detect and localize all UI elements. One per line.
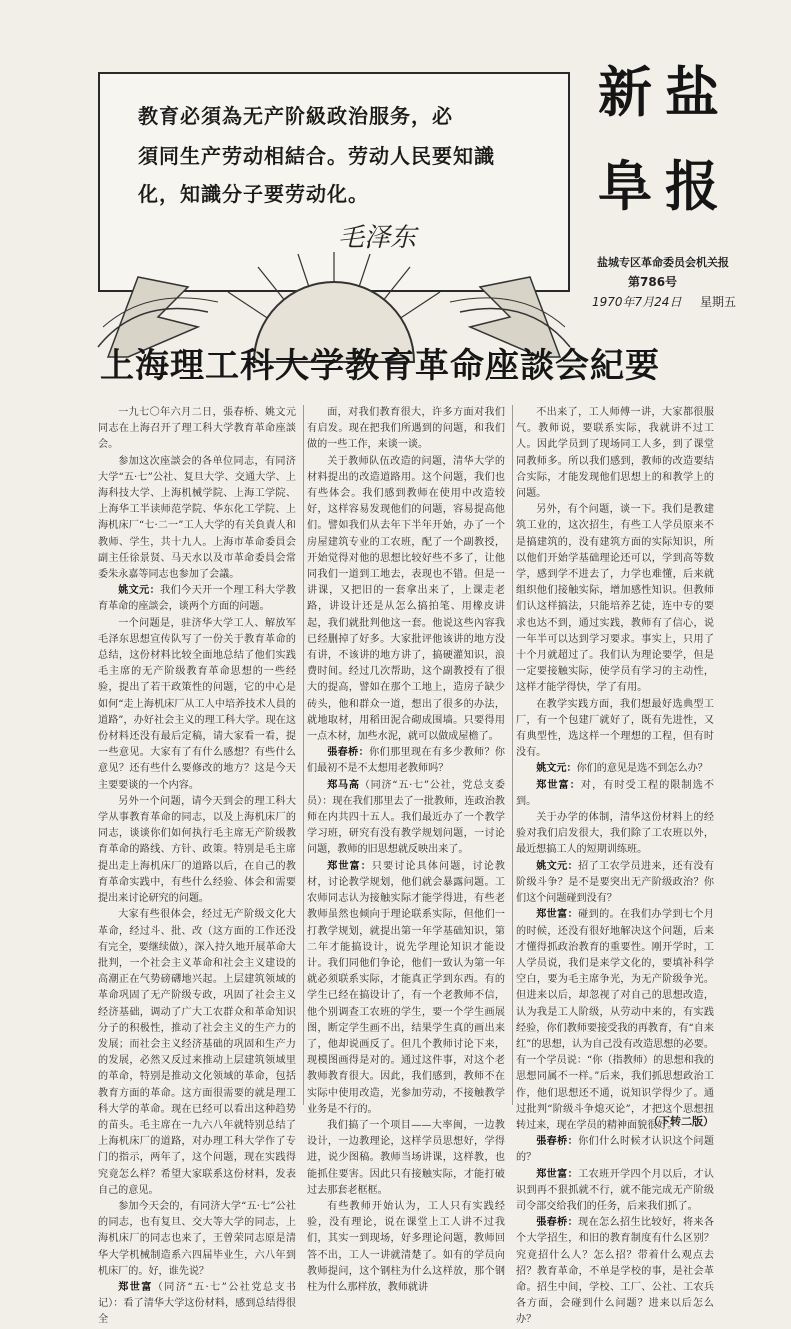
paragraph	[307, 859, 505, 1118]
speaker-name: 張春桥：	[536, 1136, 579, 1148]
paragraph-text: 碰到的。在我们办学到七个月的时候，还没有很好地解决这个问题，后来才懂得抓政治教育的重要性。刚开学时，工人学员说，我们是来学文化的，要填补科学空白，要为毛主席争光，为无产阶级争光。但进来以后，却忽视了对自己的思想改造，认为我是工人阶级，从劳动中来的，有实践经验，你们教师要接受我的再教育，有“自来红”的思想，认为自己没有改造思想的必要。有一个学员说：“你（指教师）的思想和我的思想同属不一样。”后来，我们抓思想政治工作，他们思想还不通，说知识学得少了。通过批判“阶级斗争熄灭论”，才把这个思想扭转过来，现在学员的精神面貌很好。	[516, 909, 715, 1131]
paragraph	[516, 1167, 714, 1216]
speaker-name: 姚文元：	[118, 585, 161, 597]
column-divider	[512, 405, 513, 1105]
paragraph	[98, 794, 296, 907]
paragraph	[307, 1118, 505, 1199]
masthead-title-char: 盐	[665, 61, 719, 124]
paragraph-text: 我们搞了一个项目——大率闽，一边教设计，一边教理论，这样学员思想好，学得进，说少图稿。教师当场讲课，这样教，也能抓住要害。因此只有接触实际，才能打破过去那套老框框。	[307, 1119, 505, 1196]
speaker-name: 張春桥：	[536, 1217, 579, 1229]
paragraph	[98, 1280, 296, 1329]
paragraph-text: 你们的意见是选不到怎么办？	[576, 763, 708, 775]
article-column-3	[516, 405, 715, 1326]
paragraph	[98, 583, 296, 615]
paragraph	[516, 761, 714, 777]
paragraph-text: 在教学实践方面，我们想最好选典型工厂，有一个包建厂就好了，既有先进性，又有典型性，选这样一个理想的工程，但有时没有。	[516, 698, 714, 759]
article-column-2	[307, 405, 506, 1293]
paragraph-text: 现在怎么招生比较好，将来各个大学招生，和旧的教育制度有什么区别？究竟招什么人？怎么招？带着什么观点去招？教育革命，不单是学校的事，是社会革命。招生中间，学校、工厂、公社、工农兵各方面，会碰到什么问题？进来以后怎么办？	[516, 1217, 715, 1326]
paragraph-text: 有些教师开始认为，工人只有实践经验，没有理论，说在课堂上工人讲不过我们，其实一到现场，好多理论问题，教师回答不出，工人一讲就清楚了。如有的学员向教师提问，这个钢柱为什么这样放，那个钢柱为什么那样放，教师就讲	[307, 1200, 505, 1293]
paragraph	[307, 745, 505, 777]
issue-number: 第786号	[628, 275, 678, 289]
paragraph	[516, 859, 714, 908]
paragraph	[516, 907, 714, 1134]
signature: 毛泽东	[338, 223, 417, 253]
quote-line-2: 須同生产劳动相結合。劳动人民要知識	[138, 144, 495, 168]
continued-notice: （下转二版）	[648, 1115, 714, 1128]
masthead-title-char: 新	[598, 61, 652, 124]
masthead-title-char: 报	[665, 155, 719, 218]
paragraph	[516, 810, 714, 859]
paragraph-text: 招了工农学员进来，还有没有阶级斗争？是不是要突出无产阶级政治？你们这个问题碰到没有？	[516, 860, 715, 905]
speaker-name: 姚文元：	[536, 860, 579, 872]
paragraph-text: （同济“五·七”公社党总支书记）：看了清华大学这份材料，感到总结得很全	[98, 1281, 297, 1326]
column-divider	[303, 405, 304, 1105]
masthead-title-char: 阜	[598, 155, 652, 218]
paragraph-text: 你们什么时候才认识这个问题的？	[516, 1136, 715, 1164]
paragraph-text: 对，有时受工程的限制选不到。	[516, 779, 715, 807]
speaker-name: 郑马高	[327, 779, 360, 791]
paragraph-text: 另外一个问题，请今天到会的理工科大学从事教育革命的同志，以及上海机床厂的同志，谈谈你们如何执行毛主席无产阶级教育革命的路线、方针、政策。特別是毛主席提出走上海机床厂的道路以后，在自己的教育革命实践中，有些什么经验、体会和需要提出来讨论研究的问题。	[98, 795, 296, 905]
paragraph	[516, 1134, 714, 1166]
paragraph	[307, 454, 505, 746]
paragraph-text: 另外，有个问题，谈一下。我们是教建筑工业的，这次招生，有些工人学员原来不是搞建筑的，没有建筑方面的实际知识，所以他们开始学基础理论还可以，学到高等数学，感到学不进去了，力学也难懂，后来就组织他们接触实际，增加感性知识。但教师们认这样搞法，只能培养艺徒，连中专的要求也达不到，通过实践，教师有了信心，说一年半可以达到学习要求。事实上，只用了十个月就超过了。我们认为理论要学，但是一定要接触实际，使学员有学习的主动性，这样才能学得快，学了有用。	[516, 504, 714, 694]
paragraph	[516, 1215, 714, 1328]
paragraph	[516, 778, 714, 810]
speaker-name: 郑世富：	[536, 779, 581, 791]
paragraph-text: 工农班开学四个月以后，才认识到再不狠抓就不行，就不能完成无产阶级司令部交给我们的任务，后来我们抓了。	[516, 1168, 715, 1212]
paragraph-text: 面，对我们教育很大，许多方面对我们有启发。现在把我们所遇到的问题，和我们做的一些工作，来谈一谈。	[307, 407, 505, 451]
paragraph-text: 我们今天开一个理工科大学教育革命的座談会，谈两个方面的问题。	[98, 585, 297, 613]
paragraph-text: 参加今天会的，有同济大学“五·七”公社的同志，也有复旦、交大等大学的同志，上海机床厂的同志也来了，王曾荣同志原是清华大学机械制造系六四届毕业生，六八年到机床厂的。好，谁先说？	[98, 1200, 296, 1277]
paragraph	[307, 405, 505, 454]
paragraph	[516, 502, 714, 696]
paragraph	[307, 1199, 505, 1296]
issue-date: 1970年7月24日	[592, 295, 682, 309]
paragraph	[98, 1199, 296, 1280]
speaker-name: 郑世富：	[536, 1168, 579, 1180]
paragraph-text: （同济“五·七”公社，党总支委员）：现在我们那里去了一批教师，连政治教师在内共四十五人。我们最近办了一个教学学习班，研究有没有教学规划问题，一讨论问题，教师的旧思想就反映出来了。	[307, 779, 506, 856]
quote-line-3: 化，知識分子要劳动化。	[138, 182, 369, 206]
paragraph-text: 大家有些很体会，经过无产阶级文化大革命，经过斗、批、改（这方面的工作还没有完全，要继续做），深入持久地开展革命大批判，一个社会主义革命和社会主义建设的高潮正在气势磅礴地兴起。上层建筑领域的革命巩固了无产阶级专政，巩固了社会主义经济基础，调动了广大工农群众和革命知识分子的积极性，推动了社会主义的生产力的发展；而社会主义经济基础的巩固和生产力的发展，必然又反过来推动上层建筑领域里的革命，特别是推动文化领域的革命，包括教育方面的革命。这方面很需要的就是理工科大学的革命。现在已经可以看出这种趋势的苗头。毛主席在一九六八年就特别总结了上海机床厂的道路，对办理工科大学作了专门的指示，两年了，这个问题，现在实践得究竟怎么样？希望大家联系这份材料，发表自己的意见。	[98, 909, 296, 1196]
paragraph	[307, 778, 505, 859]
speaker-name: 郑世富：	[536, 909, 579, 921]
paragraph	[516, 405, 714, 502]
paragraph-text: 不出来了，工人师傅一讲，大家都很服气。教师说，要联系实际，我就讲不过工人。因此学员到了现场同工人多，到了课堂同教师多。所以我们感到，教师的改造要结合实际，才能发现他们思想上的和教学上的问题。	[516, 407, 714, 500]
paragraph-text: 一个问题是，驻济华大学工人、解放军毛泽东思想宣传队写了一份关于教育革命的总结，这份材料比较全面地总结了他们实践毛主席的无产阶级教育革命思想的一些经验，提出了若干政策性的问题，它的中心是如何“走上海机床厂从工人中培养技术人員的道路”，办好社会主义的理工科大学。现在这份材料还没有最后定稿，请大家看一看，提一些意见。大家有了有什么感想？有些什么意见？还有些什么要修改的地方？这是今天主要要谈的一个内容。	[98, 617, 296, 791]
article-column-1	[98, 405, 297, 1326]
paragraph	[516, 697, 714, 762]
quote-line-1: 教育必須為无产阶級政治服务，必	[138, 104, 453, 128]
speaker-name: 張春桥：	[327, 747, 370, 759]
weekday: 星期五	[700, 295, 737, 309]
headline: 上海理工科大学教育革命座談会紀要	[100, 346, 660, 386]
paragraph	[98, 907, 296, 1199]
publisher: 盐城专区革命委员会机关报	[597, 256, 729, 269]
speaker-name: 姚文元：	[536, 763, 577, 775]
speaker-name: 郑世富：	[327, 860, 372, 872]
speaker-name: 郑世富	[118, 1281, 153, 1293]
paragraph	[98, 616, 296, 794]
quote-box	[98, 72, 570, 362]
paragraph-text: 关于教师队伍改造的问题，清华大学的材料提出的改造道路用。这个问题，我们也有些体会。我们感到教师在使用中改造较好，这样容易发现他们的问题，容易提高他们。譬如我们从去年下半年开始，办了一个房屋建筑专业的工农班，配了一个副教授，开始觉得对他的思想比较好些不多了，让他同我们一道到工地去，表现也不错。但是一讲课，又把旧的一套拿出来了，上课走老路，讲设计还是从怎么搞拍笔、用橡皮讲起，我们就批判他这一套。他说这些內容我已经删掉了好多。大家批评他该讲的地方没有讲，不该讲的地方讲了，搞硬灌知识，浪费时间。经过几次帮助，这个副教授有了很大的提高，譬如在那个工地上，造房子缺少砖头，他和群众一道，想出了很多的办法，就地取材，用稻田泥合砌成围墙。只要得用一点木材，加些水泥，就可以做成屋檐了。	[307, 455, 505, 743]
paragraph-text: 关于办学的体制，清华这份材料上的经验对我们启发很大，我们除了工农班以外，最近想搞工人的短期训练班。	[516, 812, 714, 856]
paragraph	[98, 454, 296, 584]
paragraph	[98, 405, 296, 454]
paragraph-text: 参加这次座談会的各单位同志，有同济大学“五·七”公社、复旦大学、交通大学、上海科技大学、上海机械学院、上海工学院、上海华工半读师范学院、华东化工学院、上海机床厂“七·二一”工人大学的有关負責人和教师、学生，共十九人。上海市革命委員会副主任徐景贤、马天水以及市革命委員会常委朱永嘉等同志也参加了会議。	[98, 455, 296, 581]
paragraph-text: 一九七〇年六月二日，張春桥、姚文元同志在上海召开了理工科大学教育革命座談会。	[98, 407, 296, 451]
paragraph-text: 只要讨论具体问题，讨论教材，讨论教学规划，他们就会暴露问题。工农师同志认为接触实际才能学得进，有些老教师虽然也倾向于理论联系实际，但他们一打教学规划，就提出第一年学基础知识，第二年才能搞设计，说先学理论知识才能设计。我们同他们争论，他们一致认为第一年就必须联系实际，才能真正学到东西。有的学生已经在搞设计了，有一个老教师不信，他个别调查工农班的学生，要一个学生画展图，断定学生画不出，结果学生真的画出来了，他却说画反了。但几个教师讨论下来，现模图画得是对的。通过这件事，对这个老教师教育很大。因此，我们感到，教师不在实际中使用改造，光参加劳动，不接触教学业务是不行的。	[307, 860, 506, 1115]
paragraph-text: 你们那里现在有多少教师？你们最初不是不太想用老教师吗？	[307, 747, 506, 775]
